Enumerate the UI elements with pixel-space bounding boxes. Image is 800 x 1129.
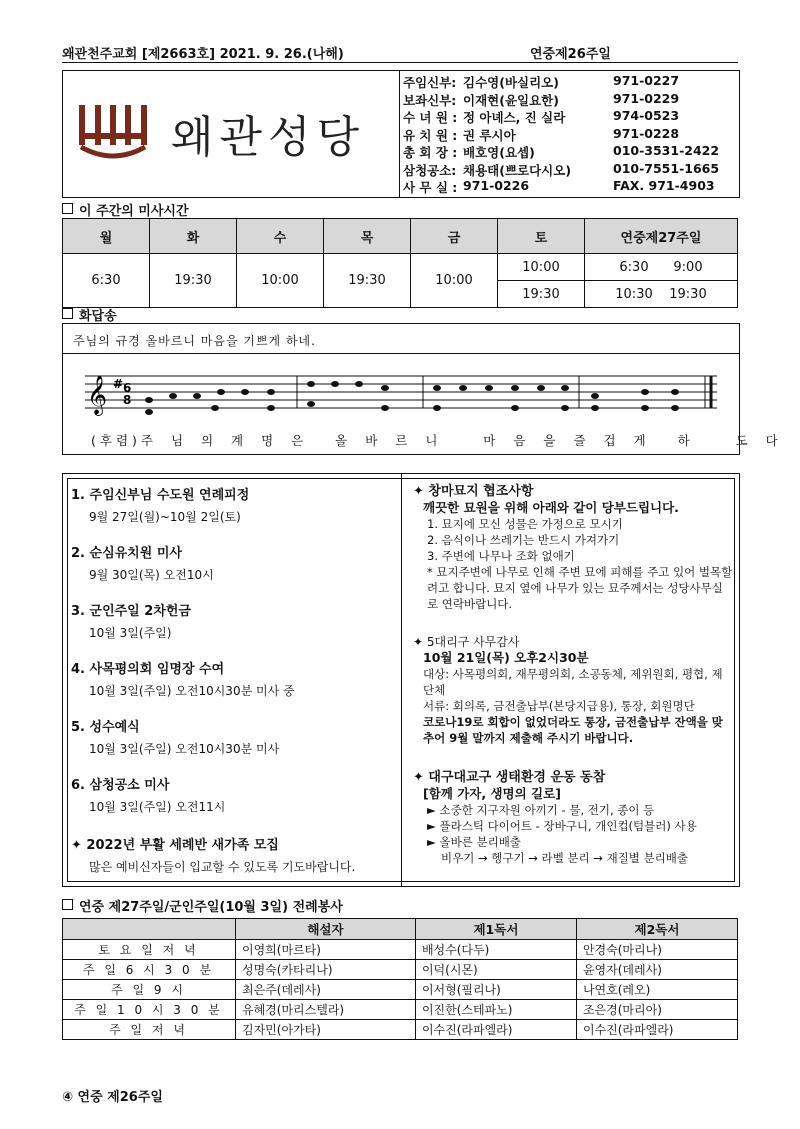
service-row [63,940,738,960]
sunday-title: 연중제26주일 [530,47,611,62]
staff-name: 채용태(쁘로다시오) [463,162,572,178]
notice-item [71,716,279,757]
service-person: 나연호(레오) [576,980,737,1000]
time-sun-2: 10:30 19:30 [585,281,738,308]
staff-phone: 974-0523 [613,108,680,123]
staff-role: 사 무 실 : [403,180,458,195]
day-sun: 연중제27주일 [585,219,738,254]
service-person: 조은경(마리아) [576,1000,737,1020]
eco-notice: ✦ 대구대교구 생태환경 운동 동참 [함께 가자, 생명의 길로] ► 소중한 지구자원 아끼기 - 물, 전기, 종이 등 ► 플라스틱 다이어트 - 장바구니, 개인컵(텀블러) 사용 ► 올바른 분리배출 비우기 → 헹구기 → 라벨 분리 → 재질별 분리배출 [413,770,697,865]
time-fri: 10:00 [411,254,498,308]
notice-detail: 10월 3일(주일) 오전11시 [89,800,226,814]
psalm-lyrics: (후렴)주 님 의 계 명 은 올 바 르 니 마 음 을 즐 겁 게 하 도 다 [91,433,782,448]
notice-item [71,774,225,815]
service-person: 배성수(다두) [415,940,576,960]
parish-info-box [62,70,740,198]
service-time: 토 요 일 저 녁 [63,940,236,960]
notice-item [71,600,191,641]
audit-notice: ✦ 5대리구 사무감사 10월 21일(목) 오후2시30분 대상: 사목평의회, 재무평의회, 소공동체, 제위원회, 평협, 제단체 서류: 회의록, 금전출납부(본당지급용), 통장, 회원명단 코로나19로 회합이 없었더라도 통장, 금전출납부 잔액을 맞추어 9월 말까지 제출해 주시기 바랍니다. [413,635,723,745]
notice-title: 4. 사목평의회 임명장 수여 [71,662,225,677]
bulletin-info: 왜관천주교회 [제2663호] 2021. 9. 26.(나해) [62,47,344,62]
staff-role: 유 치 원 : [403,127,458,143]
service-row [63,1000,738,1020]
staff-row [403,126,735,144]
logo-cell [63,71,400,197]
notice-detail: 많은 예비신자들이 입교할 수 있도록 기도바랍니다. [89,860,356,874]
mass-schedule-table [62,218,738,308]
service-table [62,918,738,1040]
service-row [63,960,738,980]
service-header: 해설자 [236,919,416,940]
notice-title: 3. 군인주일 2차헌금 [71,604,191,619]
service-time: 주 일 1 0 시 3 0 분 [63,1000,236,1020]
day-fri: 금 [411,219,498,254]
notice-item [71,658,295,699]
time-thu: 19:30 [324,254,411,308]
staff-role: 삼청공소: [403,162,457,178]
psalm-text: 주님의 규경 올바르니 마음을 기쁘게 하네. [73,334,316,348]
staff-row [403,91,735,109]
service-header [63,919,236,940]
page-footer: ④ 연중 제26주일 [62,1090,163,1105]
service-person: 윤영자(데레사) [576,960,737,980]
parish-name-logo: 왜관성당 [171,112,366,163]
notice-detail: 10월 3일(주일) 오전10시30분 미사 중 [89,684,295,698]
time-mon: 6:30 [63,254,150,308]
staff-phone: 010-3531-2422 [613,143,720,158]
service-section-title: 연중 제27주일/군인주일(10월 3일) 전례봉사 [62,896,343,915]
notice-detail: 9월 27일(월)~10월 2일(토) [89,510,241,524]
service-person: 안경숙(마리나) [576,940,737,960]
staff-phone: 971-0228 [613,125,680,141]
service-time: 주 일 저 녁 [63,1020,236,1040]
staff-row [403,108,735,126]
notice-detail: 10월 3일(주일) 오전10시30분 미사 [89,742,280,756]
service-time: 주 일 9 시 [63,980,236,1000]
staff-name: 김수영(바실리오) [463,75,559,90]
service-person: 이덕(시몬) [415,960,576,980]
staff-phone: 010-7551-1665 [613,160,720,176]
notice-title: 1. 주임신부님 수도원 연례피정 [71,488,250,503]
service-person: 최은주(데레사) [236,980,416,1000]
time-sat-2: 19:30 [498,281,585,308]
staff-row [403,161,735,179]
staff-role: 보좌신부: [403,92,457,108]
service-time: 주 일 6 시 3 0 분 [63,960,236,980]
staff-row [403,143,735,161]
time-tue: 19:30 [150,254,237,308]
mass-section-title: 이 주간의 미사시간 [62,200,189,219]
notice-title: 5. 성수예식 [71,720,140,735]
staff-name: 이재현(윤일요한) [463,92,559,108]
service-row [63,1020,738,1040]
service-person: 이수진(라파엘라) [415,1020,576,1040]
notice-title: ✦ 2022년 부활 세례반 새가족 모집 [71,838,279,853]
music-staff [85,366,725,426]
service-header: 제1독서 [415,919,576,940]
page-header [62,40,738,63]
time-sun-1: 6:30 9:00 [585,254,738,281]
staff-name: 971-0226 [463,178,530,193]
psalm-box [62,323,782,455]
svg-text:𝄞: 𝄞 [87,375,108,415]
church-logo-icon [77,103,149,167]
staff-phone: 971-0227 [613,73,680,88]
time-sat-1: 10:00 [498,254,585,281]
notice-title: 6. 삼청공소 미사 [71,778,170,793]
staff-list [403,73,735,196]
psalm-section-title: 화답송 [62,305,117,324]
staff-name: 배호영(요셉) [463,145,535,160]
staff-phone: 971-0229 [613,90,680,106]
notice-title: 2. 순심유치원 미사 [71,546,182,561]
notice-item [71,542,214,583]
notice-detail: 9월 30일(목) 오전10시 [89,568,214,582]
notice-detail: 10월 3일(주일) [89,626,172,640]
staff-role: 총 회 장 : [403,145,458,160]
cemetery-notice: ✦ 창마묘지 협조사항 깨끗한 묘원을 위해 아래와 같이 당부드립니다. 1. 묘지에 모신 성물은 가정으로 모시기 2. 음식이나 쓰레기는 반드시 가져가기 3. 주변에 나무나 조화 없애기 * 묘지주변에 나무로 인해 주변 묘에 피해를 주고 있어 벌목할려고 합니다. 묘지 옆에 나무가 있는 묘주께서는 성당사무실로 연락바랍니다. [413,484,733,611]
notice-item [71,834,355,875]
staff-role: 수 녀 원 : [403,110,458,125]
day-sat: 토 [498,219,585,254]
staff-row [403,73,735,91]
service-row [63,980,738,1000]
svg-text:6: 6 [123,381,132,395]
service-header: 제2독서 [576,919,737,940]
day-thu: 목 [324,219,411,254]
notices-box [62,473,740,887]
service-person: 김자민(아가타) [236,1020,416,1040]
service-person: 이진한(스테파노) [415,1000,576,1020]
time-wed: 10:00 [237,254,324,308]
day-tue: 화 [150,219,237,254]
service-person: 성명숙(카타리나) [236,960,416,980]
staff-row [403,178,735,196]
service-person: 이서형(필리나) [415,980,576,1000]
staff-name: 권 루시아 [463,127,516,143]
svg-text:#: # [113,377,124,391]
staff-role: 주임신부: [403,75,457,90]
service-person: 유혜경(마리스텔라) [236,1000,416,1020]
staff-phone: FAX. 971-4903 [613,178,715,193]
service-person: 이영희(마르타) [236,940,416,960]
day-wed: 수 [237,219,324,254]
day-mon: 월 [63,219,150,254]
service-person: 이수진(라파엘라) [576,1020,737,1040]
svg-text:8: 8 [123,393,132,407]
staff-name: 정 아녜스, 진 실라 [463,110,566,125]
notice-item [71,484,249,525]
